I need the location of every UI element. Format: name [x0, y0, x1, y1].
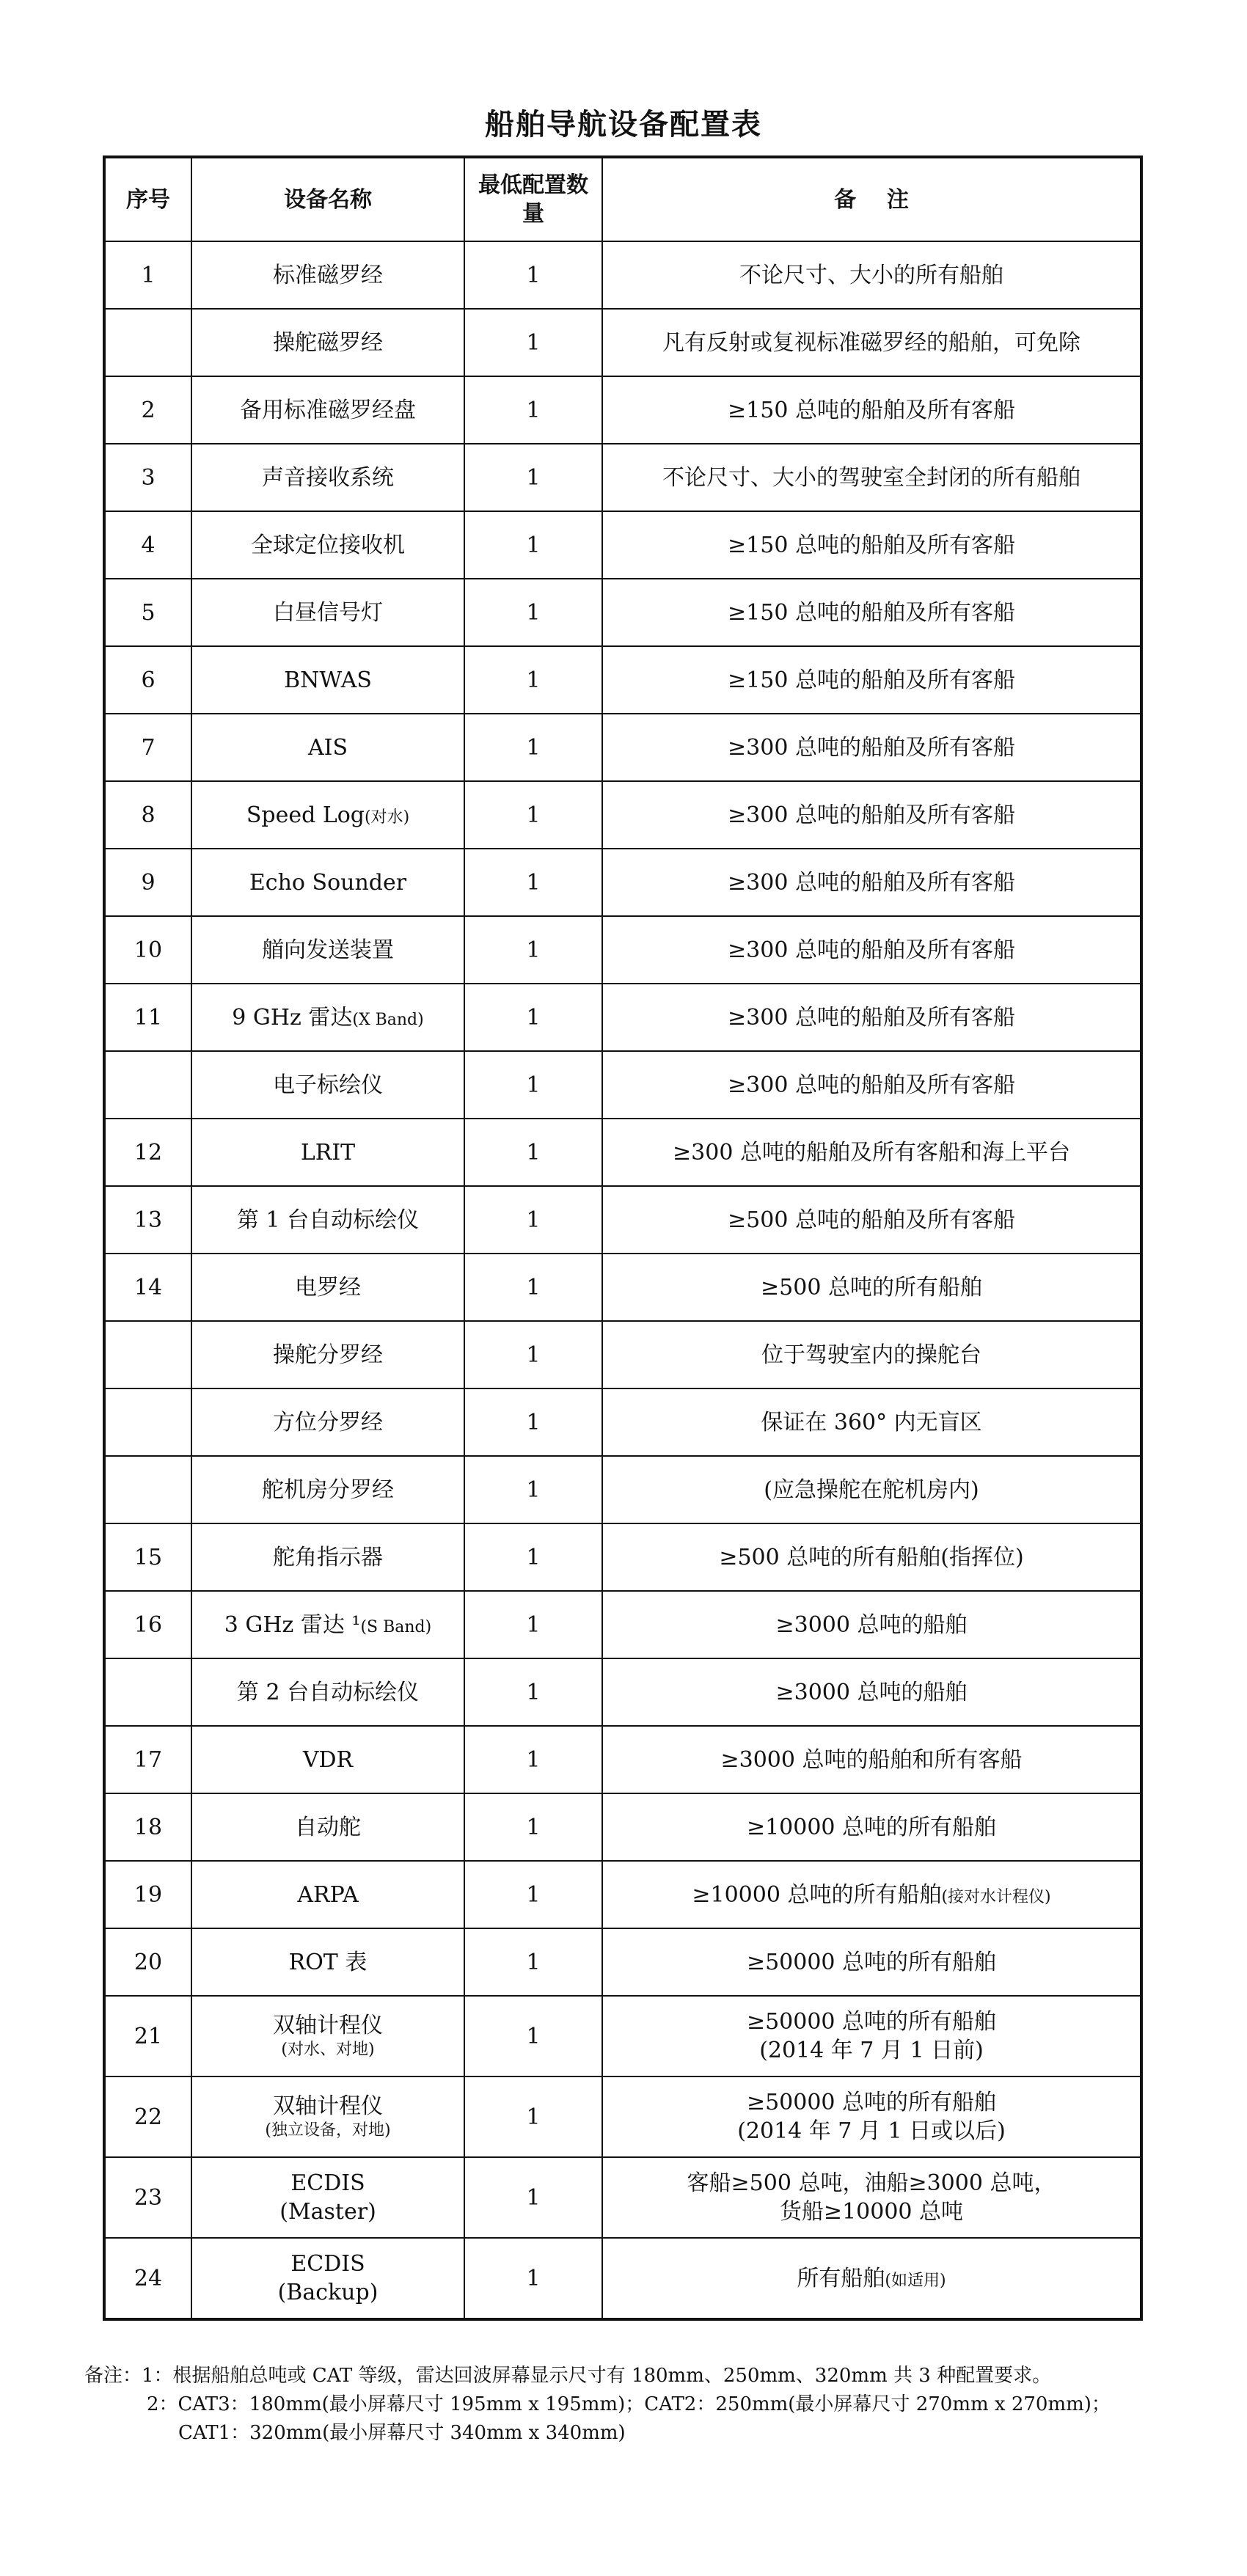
cell-qty: 1	[464, 1793, 602, 1861]
table-row	[104, 1321, 1141, 1388]
table-row	[104, 1051, 1141, 1119]
cell-remark	[602, 511, 1141, 579]
cell-no: 1	[104, 241, 191, 309]
name-text: 白昼信号灯	[273, 599, 383, 626]
cell-remark	[602, 376, 1141, 444]
table-row	[104, 1793, 1141, 1861]
cell-remark	[602, 2238, 1141, 2319]
remark-note: (接对水计程仪)	[941, 1887, 1051, 1906]
cell-qty: 1	[464, 1388, 602, 1456]
cell-name	[191, 2238, 464, 2319]
table-row	[104, 984, 1141, 1051]
name-text: 电子标绘仪	[273, 1072, 383, 1098]
remark-text: ≥300 总吨的船舶及所有客船	[728, 869, 1015, 896]
cell-remark	[602, 781, 1141, 849]
cell-name	[191, 376, 464, 444]
table-row	[104, 579, 1141, 646]
cell-no	[104, 1456, 191, 1523]
cell-qty: 1	[464, 241, 602, 309]
cell-name	[191, 1388, 464, 1456]
table-row	[104, 1388, 1141, 1456]
cell-qty: 1	[464, 376, 602, 444]
cell-no: 4	[104, 511, 191, 579]
name-text: 双轴计程仪	[273, 2013, 383, 2039]
remark-text: ≥10000 总吨的所有船舶	[746, 1814, 997, 1840]
remark-text: ≥3000 总吨的船舶	[775, 1679, 968, 1705]
table-row	[104, 511, 1141, 579]
name-text: 方位分罗经	[273, 1409, 383, 1435]
cell-remark	[602, 2076, 1141, 2157]
table-row	[104, 781, 1141, 849]
remark-note: (如适用)	[885, 2271, 946, 2290]
cell-qty: 1	[464, 511, 602, 579]
remark-text: 位于驾驶室内的操舵台	[761, 1342, 981, 1368]
cell-qty: 1	[464, 2076, 602, 2157]
remark-text: ≥500 总吨的所有船舶(指挥位)	[719, 1544, 1024, 1570]
name-text: Speed Log	[246, 802, 365, 828]
name-text: 第 2 台自动标绘仪	[236, 1679, 420, 1705]
name-note: (S Band)	[360, 1617, 432, 1636]
remark-text: ≥150 总吨的船舶及所有客船	[728, 667, 1015, 693]
cell-name	[191, 1861, 464, 1928]
name-text: 操舵磁罗经	[273, 329, 383, 356]
remark-line-1: 客船≥500 总吨，油船≥3000 总吨，	[687, 2170, 1056, 2196]
cell-no: 22	[104, 2076, 191, 2157]
cell-remark	[602, 1861, 1141, 1928]
cell-no	[104, 1321, 191, 1388]
cell-name	[191, 1726, 464, 1793]
cell-remark	[602, 1726, 1141, 1793]
cell-name	[191, 1523, 464, 1591]
cell-name	[191, 309, 464, 376]
footnote-1: 备注：1：根据船舶总吨或 CAT 等级，雷达回波屏幕显示尺寸有 180mm、250mm、320mm 共 3 种配置要求。	[84, 2365, 1052, 2387]
cell-no: 16	[104, 1591, 191, 1658]
cell-qty: 1	[464, 1119, 602, 1186]
cell-remark	[602, 1119, 1141, 1186]
name-sub: (Backup)	[277, 2280, 379, 2305]
table-row	[104, 1456, 1141, 1523]
header-no: 序号	[104, 157, 191, 241]
cell-remark	[602, 646, 1141, 714]
cell-qty: 1	[464, 2238, 602, 2319]
name-text: 舵角指示器	[273, 1544, 383, 1570]
remark-line-1: 所有船舶(如适用)	[797, 2265, 946, 2291]
cell-no: 12	[104, 1119, 191, 1186]
table-row	[104, 376, 1141, 444]
name-text: 艏向发送装置	[262, 937, 394, 963]
remark-line-2: 货船≥10000 总吨	[779, 2199, 964, 2225]
cell-name	[191, 849, 464, 916]
name-text: 9 GHz 雷达	[232, 1004, 353, 1031]
cell-qty: 1	[464, 2157, 602, 2238]
table-row	[104, 2076, 1141, 2157]
cell-qty: 1	[464, 1658, 602, 1726]
remark-line-2: (2014 年 7 月 1 日或以后)	[737, 2118, 1006, 2144]
cell-name	[191, 1793, 464, 1861]
cell-remark	[602, 1658, 1141, 1726]
cell-remark	[602, 241, 1141, 309]
remark-text: ≥500 总吨的所有船舶	[761, 1274, 982, 1300]
cell-no: 3	[104, 444, 191, 511]
cell-remark	[602, 579, 1141, 646]
remark-text: ≥3000 总吨的船舶和所有客船	[720, 1746, 1023, 1773]
cell-no: 23	[104, 2157, 191, 2238]
cell-remark	[602, 1928, 1141, 1996]
table-row	[104, 444, 1141, 511]
cell-name	[191, 984, 464, 1051]
cell-qty: 1	[464, 1523, 602, 1591]
name-text: BNWAS	[284, 667, 372, 693]
cell-qty: 1	[464, 1456, 602, 1523]
name-text: 双轴计程仪	[273, 2093, 383, 2120]
cell-remark	[602, 1996, 1141, 2076]
cell-name	[191, 1456, 464, 1523]
table-row	[104, 1523, 1141, 1591]
cell-qty: 1	[464, 1996, 602, 2076]
remark-text: ≥300 总吨的船舶及所有客船	[728, 937, 1015, 963]
cell-remark	[602, 1456, 1141, 1523]
remark-text: ≥150 总吨的船舶及所有客船	[728, 599, 1015, 626]
table-row	[104, 849, 1141, 916]
cell-name	[191, 1051, 464, 1119]
cell-remark	[602, 849, 1141, 916]
cell-no: 8	[104, 781, 191, 849]
table-row	[104, 309, 1141, 376]
cell-remark	[602, 1321, 1141, 1388]
footnote-2: 2：CAT3：180mm(最小屏幕尺寸 195mm x 195mm)；CAT2：250mm(最小屏幕尺寸 270mm x 270mm)；	[147, 2393, 1111, 2415]
cell-remark	[602, 1186, 1141, 1254]
header-qty: 最低配置数量	[464, 157, 602, 241]
table-row	[104, 714, 1141, 781]
name-text: 3 GHz 雷达 ¹	[224, 1611, 361, 1638]
name-text: 备用标准磁罗经盘	[240, 397, 416, 423]
cell-name	[191, 1119, 464, 1186]
cell-remark	[602, 1051, 1141, 1119]
remark-text: ≥150 总吨的船舶及所有客船	[728, 397, 1015, 423]
table-header-row	[104, 157, 1141, 241]
remark-text: ≥500 总吨的船舶及所有客船	[728, 1207, 1015, 1233]
cell-name	[191, 1186, 464, 1254]
cell-qty: 1	[464, 984, 602, 1051]
cell-name	[191, 579, 464, 646]
cell-no: 13	[104, 1186, 191, 1254]
cell-remark	[602, 1591, 1141, 1658]
remark-text: (应急操舵在舵机房内)	[764, 1477, 979, 1503]
cell-remark	[602, 714, 1141, 781]
name-text: LRIT	[300, 1139, 356, 1166]
name-text: 自动舵	[295, 1814, 361, 1840]
name-text: AIS	[307, 734, 348, 761]
cell-qty: 1	[464, 849, 602, 916]
cell-qty: 1	[464, 714, 602, 781]
table-row	[104, 1591, 1141, 1658]
footnote-3: CAT1：320mm(最小屏幕尺寸 340mm x 340mm)	[178, 2422, 626, 2444]
cell-no	[104, 1658, 191, 1726]
cell-name	[191, 916, 464, 984]
cell-no: 24	[104, 2238, 191, 2319]
cell-no: 5	[104, 579, 191, 646]
equipment-config-table	[103, 155, 1143, 2321]
name-sub: (独立设备，对地)	[265, 2121, 391, 2140]
name-text: 操舵分罗经	[273, 1342, 383, 1368]
cell-no	[104, 1388, 191, 1456]
cell-no: 18	[104, 1793, 191, 1861]
remark-line-1: ≥50000 总吨的所有船舶	[746, 2009, 997, 2035]
cell-no: 15	[104, 1523, 191, 1591]
cell-qty: 1	[464, 1321, 602, 1388]
cell-name	[191, 646, 464, 714]
remark-text: ≥3000 总吨的船舶	[775, 1611, 968, 1638]
remark-text: 不论尺寸、大小的驾驶室全封闭的所有船舶	[662, 464, 1080, 491]
remark-text: 不论尺寸、大小的所有船舶	[739, 262, 1003, 288]
table-row	[104, 241, 1141, 309]
remark-text: ≥300 总吨的船舶及所有客船	[728, 1072, 1015, 1098]
cell-qty: 1	[464, 916, 602, 984]
table-row	[104, 1861, 1141, 1928]
cell-no: 7	[104, 714, 191, 781]
remark-line-1: ≥50000 总吨的所有船舶	[746, 2090, 997, 2115]
cell-name	[191, 2076, 464, 2157]
name-sub: (Master)	[279, 2199, 376, 2225]
remark-text: ≥10000 总吨的所有船舶	[692, 1881, 942, 1908]
cell-name	[191, 1591, 464, 1658]
cell-no: 21	[104, 1996, 191, 2076]
cell-qty: 1	[464, 579, 602, 646]
name-text: ECDIS	[290, 2170, 365, 2196]
cell-qty: 1	[464, 444, 602, 511]
cell-no: 6	[104, 646, 191, 714]
cell-qty: 1	[464, 1861, 602, 1928]
table-row	[104, 646, 1141, 714]
name-text: ECDIS	[290, 2251, 365, 2277]
cell-no	[104, 309, 191, 376]
cell-no: 17	[104, 1726, 191, 1793]
cell-remark	[602, 1793, 1141, 1861]
cell-qty: 1	[464, 1928, 602, 1996]
cell-remark	[602, 916, 1141, 984]
cell-remark	[602, 309, 1141, 376]
cell-name	[191, 781, 464, 849]
cell-qty: 1	[464, 1254, 602, 1321]
cell-remark	[602, 2157, 1141, 2238]
remark-text: ≥300 总吨的船舶及所有客船	[728, 1004, 1015, 1031]
cell-qty: 1	[464, 646, 602, 714]
name-text: 标准磁罗经	[273, 262, 383, 288]
cell-qty: 1	[464, 1186, 602, 1254]
cell-name	[191, 2157, 464, 2238]
name-text: ROT 表	[288, 1949, 367, 1975]
table-row	[104, 1726, 1141, 1793]
cell-name	[191, 511, 464, 579]
remark-line-2: (2014 年 7 月 1 日前)	[759, 2038, 984, 2063]
cell-name	[191, 714, 464, 781]
cell-remark	[602, 1388, 1141, 1456]
table-row	[104, 916, 1141, 984]
cell-no: 19	[104, 1861, 191, 1928]
cell-remark	[602, 444, 1141, 511]
name-note: (X Band)	[352, 1010, 424, 1029]
table-row	[104, 1996, 1141, 2076]
cell-qty: 1	[464, 781, 602, 849]
table-row	[104, 1119, 1141, 1186]
cell-name	[191, 1996, 464, 2076]
cell-name	[191, 444, 464, 511]
cell-no: 20	[104, 1928, 191, 1996]
name-text: VDR	[302, 1746, 354, 1773]
name-text: 全球定位接收机	[251, 532, 405, 558]
name-text: 第 1 台自动标绘仪	[236, 1207, 420, 1233]
remark-text: ≥50000 总吨的所有船舶	[746, 1949, 997, 1975]
header-name: 设备名称	[191, 157, 464, 241]
remark-text: ≥300 总吨的船舶及所有客船	[728, 802, 1015, 828]
cell-no: 9	[104, 849, 191, 916]
cell-name	[191, 1321, 464, 1388]
cell-qty: 1	[464, 309, 602, 376]
name-note: (对水)	[365, 808, 410, 827]
name-text: ARPA	[297, 1881, 359, 1908]
cell-name	[191, 1254, 464, 1321]
name-sub: (对水、对地)	[281, 2041, 375, 2060]
name-text: 舵机房分罗经	[262, 1477, 394, 1503]
remark-text: ≥300 总吨的船舶及所有客船和海上平台	[673, 1139, 1070, 1166]
cell-remark	[602, 1523, 1141, 1591]
cell-remark	[602, 1254, 1141, 1321]
page-title: 船舶导航设备配置表	[485, 108, 762, 142]
cell-qty: 1	[464, 1726, 602, 1793]
table-row	[104, 1186, 1141, 1254]
cell-qty: 1	[464, 1051, 602, 1119]
cell-qty: 1	[464, 1591, 602, 1658]
remark-text: 凡有反射或复视标准磁罗经的船舶，可免除	[662, 329, 1080, 356]
remark-text: ≥300 总吨的船舶及所有客船	[728, 734, 1015, 761]
header-remark: 备 注	[602, 157, 1141, 241]
cell-no: 2	[104, 376, 191, 444]
cell-remark	[602, 984, 1141, 1051]
cell-no: 14	[104, 1254, 191, 1321]
cell-name	[191, 1658, 464, 1726]
name-text: 声音接收系统	[262, 464, 394, 491]
remark-text: ≥150 总吨的船舶及所有客船	[728, 532, 1015, 558]
cell-no	[104, 1051, 191, 1119]
table-row	[104, 2238, 1141, 2319]
table-row	[104, 1658, 1141, 1726]
name-text: 电罗经	[295, 1274, 361, 1300]
table-row	[104, 1254, 1141, 1321]
remark-text: 保证在 360° 内无盲区	[761, 1409, 982, 1435]
cell-name	[191, 1928, 464, 1996]
cell-no: 10	[104, 916, 191, 984]
table-row	[104, 1928, 1141, 1996]
cell-no: 11	[104, 984, 191, 1051]
cell-name	[191, 241, 464, 309]
table-row	[104, 2157, 1141, 2238]
name-text: Echo Sounder	[249, 869, 407, 896]
